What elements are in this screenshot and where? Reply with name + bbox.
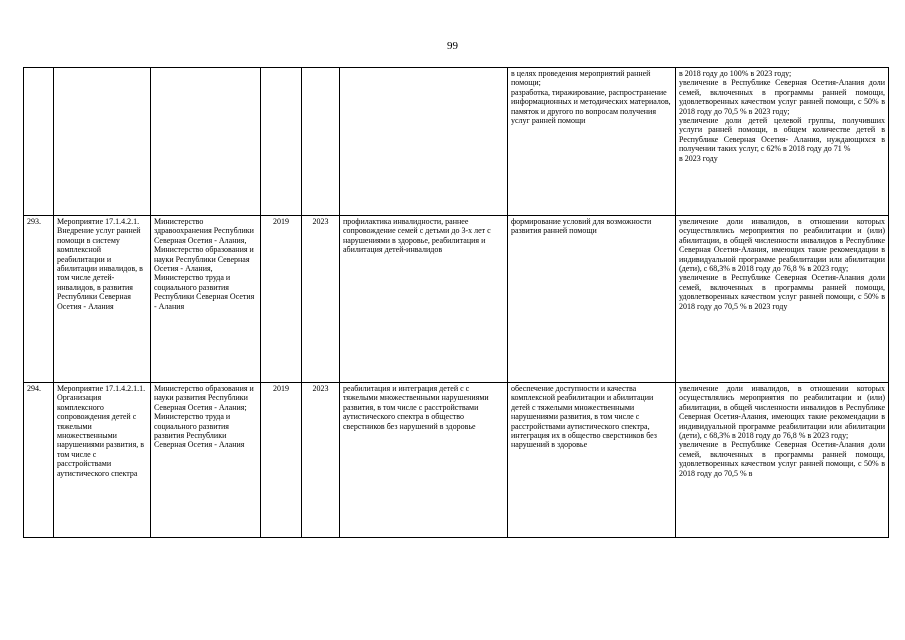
cell-indicators: увеличение доли инвалидов, в отношении которых осуществлялись мероприятия по реабилитации и (или) абилитации, в общей численности инвалидов в Республике Северная Осетия-Алания, имеющих такие рекомендации в индивидуальной программе реабилитации или абилитации (дети), с 68,3% в 2018 году до 76,8 % в 2023 году; увеличение в Республике Северная Осетия-Алания доли семей, включенных в программы ранней помощи, удовлетворенных качеством услуг ранней помощи, с 50% в 2018 году до 70,5 % в 2023 году [676, 216, 889, 383]
cell-executor [151, 68, 261, 216]
cell-start: 2019 [261, 383, 302, 538]
cell-num: 293. [24, 216, 54, 383]
cell-name: Мероприятие 17.1.4.2.1.1. Организация комплексного сопровождения детей с тяжелыми множественными нарушениями развития, в том числе с расстройствами аутистического спектра [54, 383, 151, 538]
cell-indicators: в 2018 году до 100% в 2023 году; увеличение в Республике Северная Осетия-Алания доли семей, включенных в программы ранней помощи, удовлетворенных качеством услуг ранней помощи, с 50% в 2018 году до 70,5 % в 2023 году; увеличение доли детей целевой группы, получивших услуги ранней помощи, в общем количестве детей в Республике Северная Осетия- Алания, нуждающихся в получении таких услуг, с 62% в 2018 году до 71 % в 2023 году [676, 68, 889, 216]
cell-num: 294. [24, 383, 54, 538]
cell-expected: обеспечение доступности и качества комплексной реабилитации и абилитации детей с тяжелыми множественными нарушениями развития, в том числе с расстройствами аутистического спектра, интеграция их в общество сверстников без нарушений в здоровье [508, 383, 676, 538]
cell-end [302, 68, 340, 216]
cell-tasks [340, 68, 508, 216]
table-row [24, 383, 889, 538]
cell-tasks: профилактика инвалидности, раннее сопровождение семей с детьми до 3-х лет с нарушениями в здоровье, реабилитация и абилитация детей-инвалидов [340, 216, 508, 383]
cell-num [24, 68, 54, 216]
cell-start [261, 68, 302, 216]
cell-expected: в целях проведения мероприятий ранней помощи; разработка, тиражирование, распространение информационных и методических материалов, памяток и другого по вопросам получения услуг ранней помощи [508, 68, 676, 216]
cell-name [54, 68, 151, 216]
cell-expected: формирование условий для возможности развития ранней помощи [508, 216, 676, 383]
page-number: 99 [447, 40, 458, 52]
cell-tasks: реабилитация и интеграция детей с с тяжелыми множественными нарушениями развития, в том числе с расстройствами аутистического спектра в общество сверстников без нарушений в здоровье [340, 383, 508, 538]
cell-executor: Министерство здравоохранения Республики Северная Осетия - Алания, Министерство образования и науки Республики Северная Осетия - Алания, Министерство труда и социального развития Республики Северная Осетия - Алания [151, 216, 261, 383]
cell-executor: Министерство образования и науки развития Республики Северная Осетия - Алания; Министерство труда и социального развития развития Республики Северная Осетия - Алания [151, 383, 261, 538]
cell-indicators: увеличение доли инвалидов, в отношении которых осуществлялись мероприятия по реабилитации и (или) абилитации, в общей численности инвалидов в Республике Северная Осетия-Алания, имеющих такие рекомендации в индивидуальной программе реабилитации или абилитации (дети), с 68,3% в 2018 году до 76,8 % в 2023 году; увеличение в Республике Северная Осетия-Алания доли семей, включенных в программы ранней помощи, удовлетворенных качеством услуг ранней помощи, с 50% в 2018 году до 70,5 % в [676, 383, 889, 538]
table-row [24, 68, 889, 216]
cell-start: 2019 [261, 216, 302, 383]
table-row [24, 216, 889, 383]
cell-end: 2023 [302, 216, 340, 383]
measures-table [23, 67, 889, 538]
cell-end: 2023 [302, 383, 340, 538]
cell-name: Мероприятие 17.1.4.2.1. Внедрение услуг ранней помощи в систему комплексной реабилитации и абилитации инвалидов, в том числе детей-инвалидов, в развития Республики Северная Осетия - Алания [54, 216, 151, 383]
